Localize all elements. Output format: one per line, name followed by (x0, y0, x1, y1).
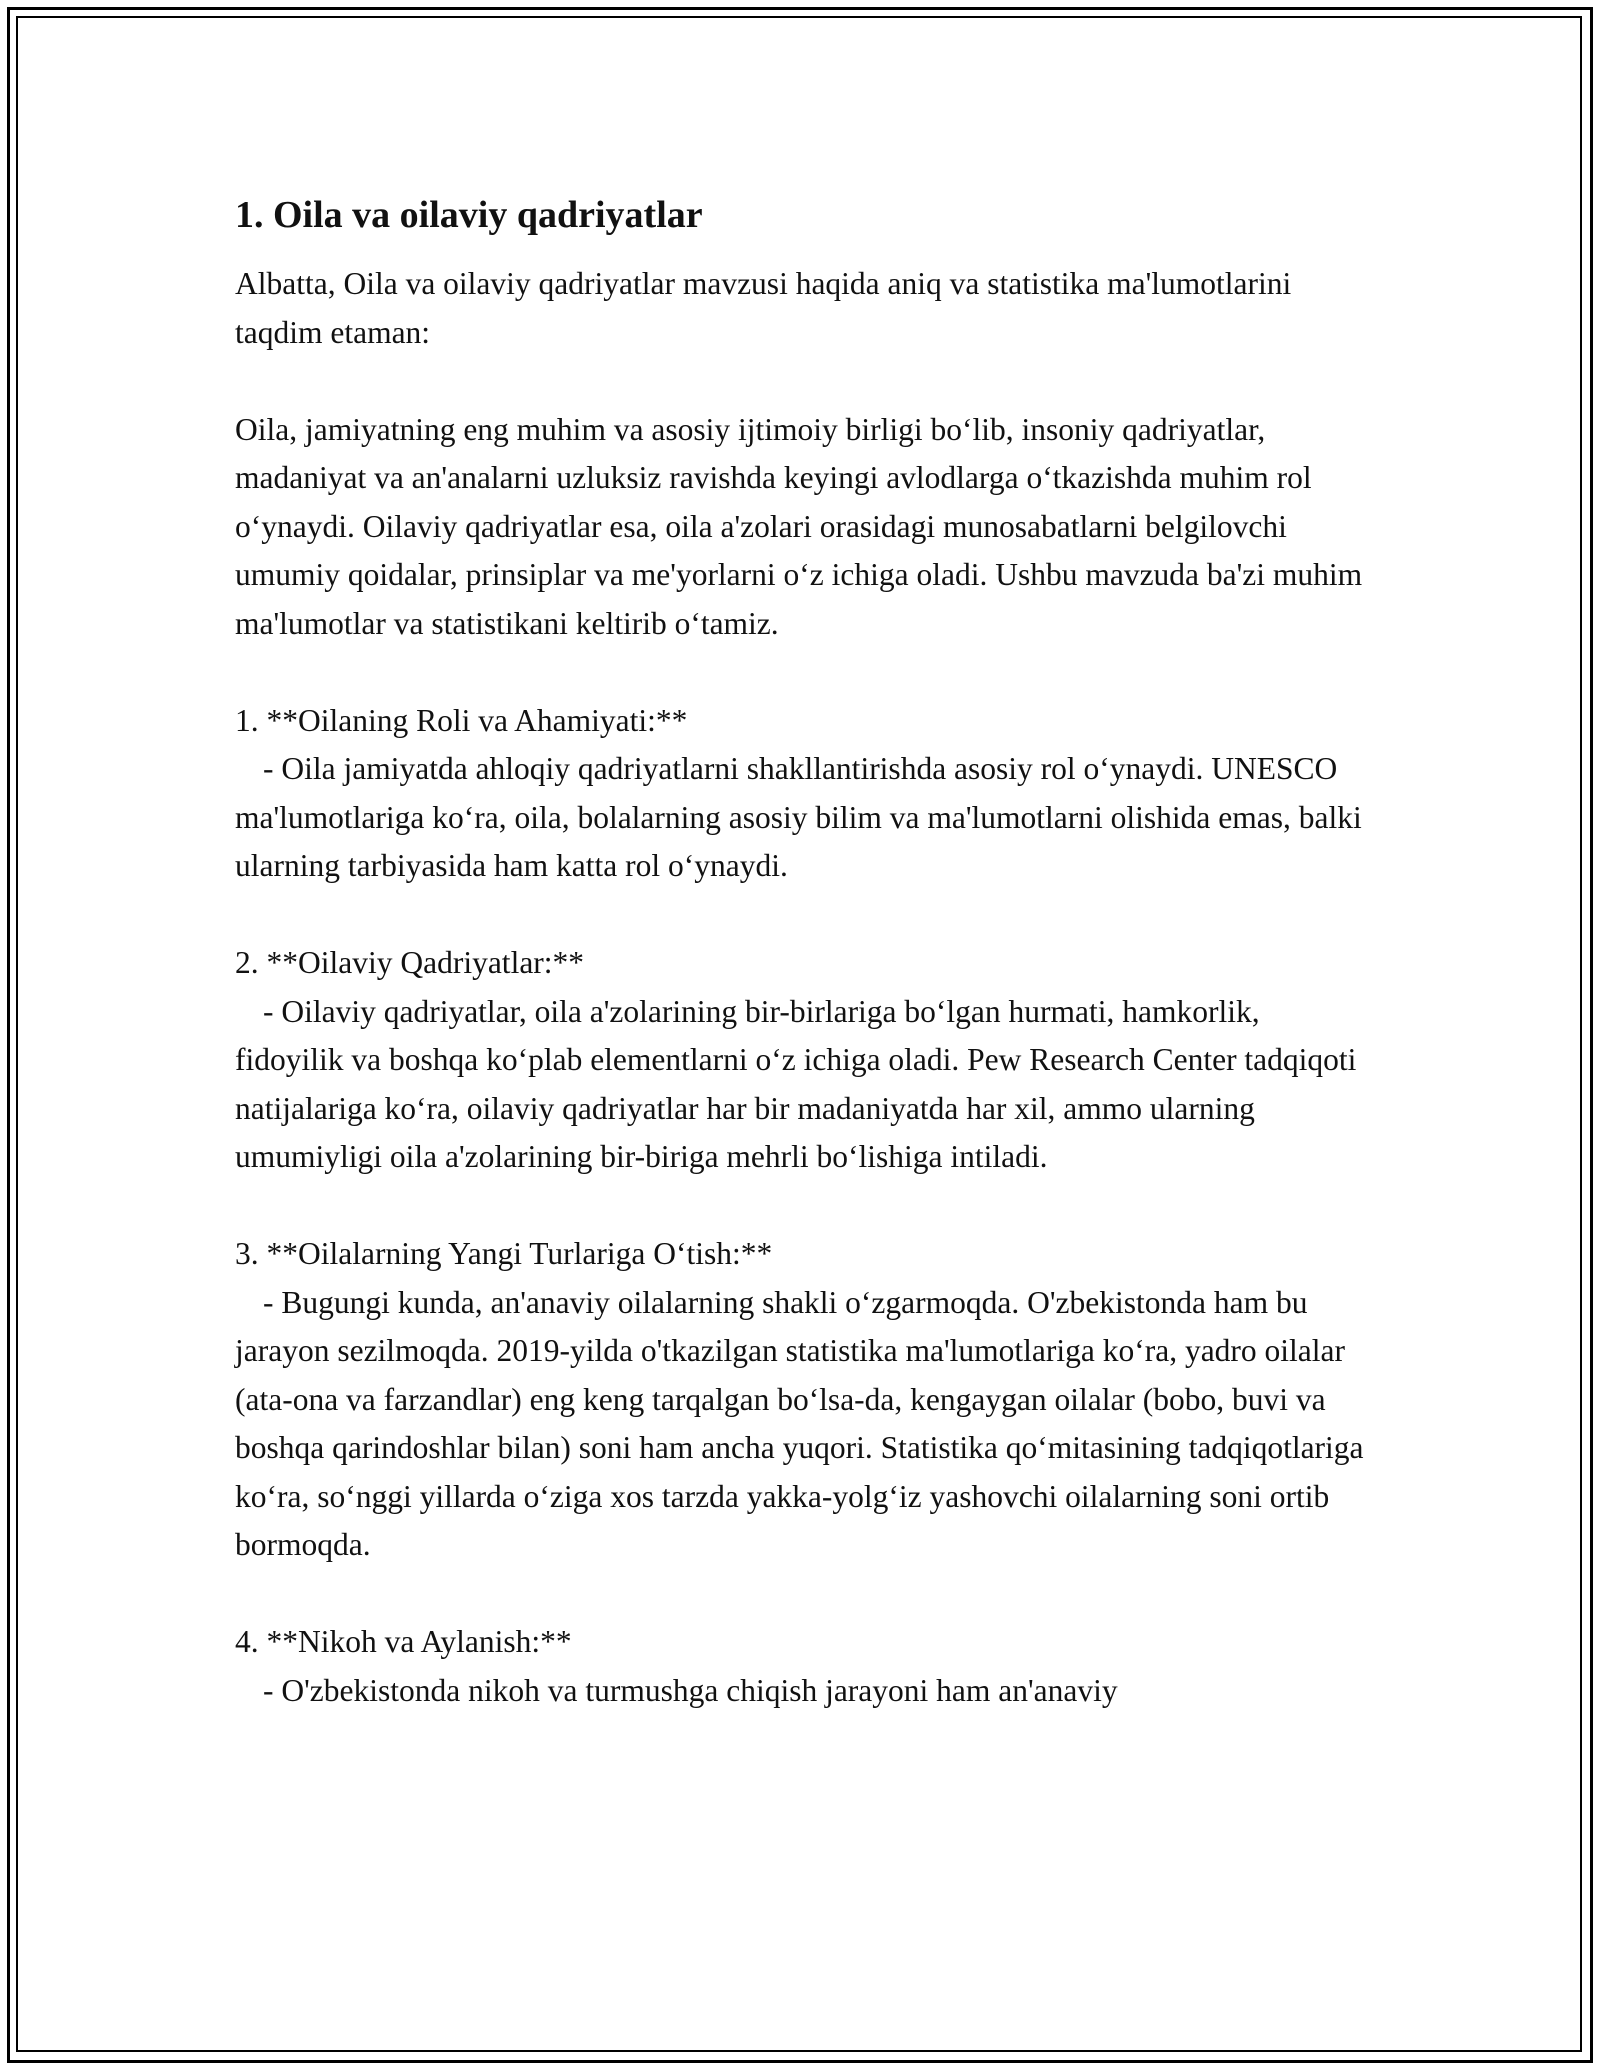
section-body (235, 1667, 1375, 1716)
section-body-text: - Bugungi kunda, an'anaviy oilalarning shakli o‘zgarmoqda. O'zbekistonda ham bu jarayon sezilmoqda. 2019-yilda o'tkazilgan statistika ma'lumotlariga ko‘ra, yadro oilalar (ata-ona va farzandlar) eng keng tarqalgan bo‘lsa-da, kengaygan oilalar (bobo, buvi va boshqa qarindoshlar bilan) soni ham ancha yuqori. Statistika qo‘mitasining tadqiqotlariga ko‘ra, so‘nggi yillarda o‘ziga xos tarzda yakka-yolg‘iz yashovchi oilalarning soni ortib bormoqda. (235, 1284, 1364, 1562)
section-body (235, 988, 1375, 1182)
section-1 (235, 697, 1375, 891)
section-heading: 3. **Oilalarning Yangi Turlariga O‘tish:** (235, 1236, 773, 1271)
section-3 (235, 1230, 1375, 1570)
intro-paragraph: Albatta, Oila va oilaviy qadriyatlar mavzusi haqida aniq va statistika ma'lumotlarini taqdim etaman: (235, 266, 1292, 350)
section-4 (235, 1618, 1375, 1715)
section-body (235, 745, 1375, 891)
main-paragraph: Oila, jamiyatning eng muhim va asosiy ijtimoiy birligi bo‘lib, insoniy qadriyatlar, madaniyat va an'analarni uzluksiz ravishda keyingi avlodlarga o‘tkazishda muhim rol o‘ynaydi. Oilaviy qadriyatlar esa, oila a'zolari orasidagi munosabatlarni belgilovchi umumiy qoidalar, prinsiplar va me'yorlarni o‘z ichiga oladi. Ushbu mavzuda ba'zi muhim ma'lumotlar va statistikani keltirib o‘tamiz. (235, 411, 1363, 641)
document-content (235, 190, 1375, 1764)
section-body-text: - Oilaviy qadriyatlar, oila a'zolarining bir-birlariga bo‘lgan hurmati, hamkorlik, fidoyilik va boshqa ko‘plab elementlarni o‘z ichiga oladi. Pew Research Center tadqiqoti natijalariga ko‘ra, oilaviy qadriyatlar har bir madaniyatda har xil, ammo ularning umumiyligi oila a'zolarining bir-biriga mehrli bo‘lishiga intiladi. (235, 993, 1357, 1174)
section-heading: 2. **Oilaviy Qadriyatlar:** (235, 945, 585, 980)
section-heading: 4. **Nikoh va Aylanish:** (235, 1624, 572, 1659)
section-2 (235, 939, 1375, 1182)
section-body-text: - Oila jamiyatda ahloqiy qadriyatlarni shakllantirishda asosiy rol o‘ynaydi. UNESCO ma'lumotlariga ko‘ra, oila, bolalarning asosiy bilim va ma'lumotlarni olishida emas, balki ularning tarbiyasida ham katta rol o‘ynaydi. (235, 751, 1362, 883)
section-heading: 1. **Oilaning Roli va Ahamiyati:** (235, 702, 688, 738)
section-body-text: - O'zbekistonda nikoh va turmushga chiqish jarayoni ham an'anaviy (263, 1672, 1118, 1708)
document-title: 1. Oila va oilaviy qadriyatlar (235, 194, 703, 236)
section-body (235, 1279, 1375, 1570)
